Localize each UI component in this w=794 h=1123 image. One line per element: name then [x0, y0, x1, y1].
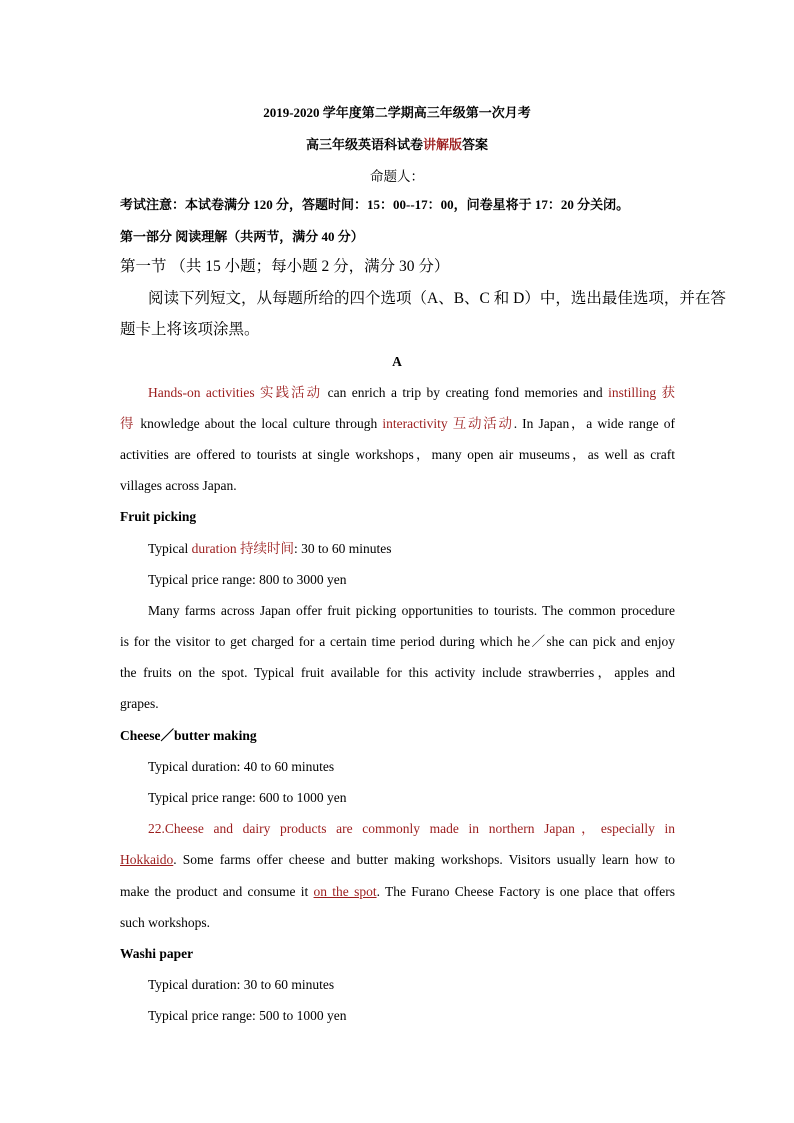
cheese-price: Typical price range: 600 to 1000 yen — [148, 790, 347, 805]
cheese-line-1: 22.Cheese and dairy products are commonly made in northern Japan，especially in — [148, 821, 675, 836]
cheese-line-2 — [120, 852, 675, 868]
subtitle-suffix: 答案 — [462, 137, 489, 152]
fruit-line-2: is for the visitor to get charged for a certain time period during which he／she can pick and enjoy — [120, 634, 675, 649]
subtitle-prefix: 高三年级英语科试卷 — [305, 137, 423, 152]
text-span: knowledge about the local culture through — [135, 416, 383, 431]
term-hokkaido: Hokkaido — [120, 852, 174, 867]
washi-price: Typical price range: 500 to 1000 yen — [148, 1008, 347, 1023]
term-hands-on: Hands-on activities 实践活动 — [148, 385, 323, 400]
passage-p1-line-1 — [148, 385, 675, 401]
cheese-line-3 — [120, 884, 675, 900]
cheese-heading: Cheese／butter making — [120, 728, 257, 743]
washi-duration: Typical duration: 30 to 60 minutes — [148, 977, 335, 992]
fruit-line-3: the fruits on the spot. Typical fruit available for this activity include strawberries，apples and — [120, 665, 675, 680]
exam-subtitle — [0, 134, 794, 153]
cheese-duration: Typical duration: 40 to 60 minutes — [148, 759, 335, 774]
exam-title: 2019-2020 学年度第二学期高三年级第一次月考 — [263, 105, 531, 120]
subtitle-highlight: 讲解版 — [422, 137, 462, 152]
part1-heading: 第一部分 阅读理解（共两节，满分 40 分） — [120, 229, 364, 244]
term-instilling: instilling 获 — [608, 385, 675, 400]
passage-p1-line-2 — [120, 416, 675, 432]
author-label: 命题人： — [370, 169, 424, 184]
text-span: . The Furano Cheese Factory is one place that offers — [376, 884, 676, 899]
fruit-line-1: Many farms across Japan offer fruit picking opportunities to tourists. The common procedure — [148, 603, 675, 618]
fruit-line-4: grapes. — [120, 696, 159, 711]
instruction-line-2: 题卡上将该项涂黑。 — [120, 321, 260, 338]
term-interactivity: interactivity 互动活动 — [382, 416, 514, 431]
text-span: . Some farms offer cheese and butter making workshops. Visitors usually learn how to — [173, 852, 675, 867]
text-span: make the product and consume it — [120, 884, 314, 899]
fruit-heading: Fruit picking — [120, 509, 197, 524]
washi-heading: Washi paper — [120, 946, 194, 961]
fruit-price: Typical price range: 800 to 3000 yen — [148, 572, 347, 587]
section1-heading: 第一节 （共 15 小题；每小题 2 分，满分 30 分） — [120, 258, 450, 275]
text-span: can enrich a trip by creating fond memories and — [322, 385, 609, 400]
passage-letter: A — [392, 354, 402, 369]
term-duration: duration 持续时间 — [191, 541, 295, 556]
cheese-line-4: such workshops. — [120, 915, 210, 930]
exam-notice: 考试注意：本试卷满分 120 分，答题时间：15：00--17：00，问卷星将于 17：20 分关闭。 — [120, 197, 630, 212]
fruit-duration — [148, 541, 675, 557]
instruction-line-1: 阅读下列短文，从每题所给的四个选项（A、B、C 和 D）中，选出最佳选项，并在答 — [148, 290, 726, 307]
text-span: . In Japan，a wide range of — [513, 416, 675, 431]
text-span: Typical — [148, 541, 192, 556]
text-span: : 30 to 60 minutes — [294, 541, 392, 556]
passage-p1-line-4: villages across Japan. — [120, 478, 237, 493]
term-on-the-spot: on the spot — [313, 884, 377, 899]
passage-p1-line-3: activities are offered to tourists at single workshops，many open air museums，as well as craft — [120, 447, 675, 462]
term-instilling-cont: 得 — [120, 416, 136, 431]
